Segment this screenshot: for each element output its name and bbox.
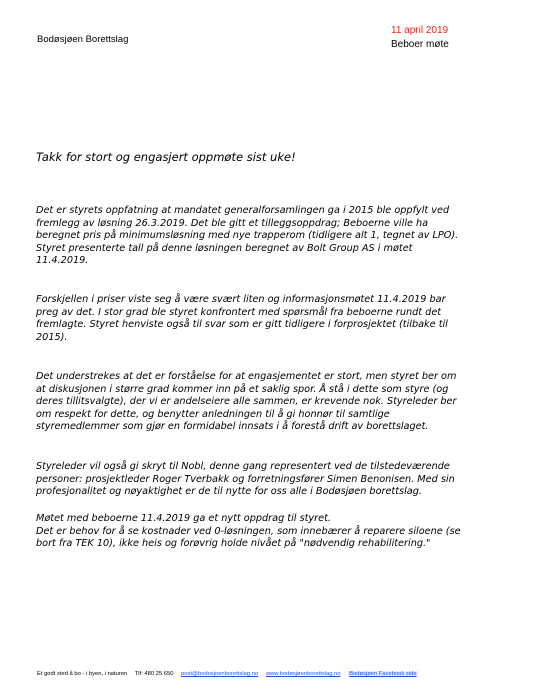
text-line: bort fra TEK 10), ikke heis og forøvrig holde nivået på "nødvendig rehabilitering." [36,538,431,549]
paragraph-price-difference [36,294,506,344]
paragraph-engagement [36,371,506,434]
text-line: at diskusjonen i større grad kommer inn på et saklig spor. Å stå i dette som styre (og [36,383,449,395]
paragraph-praise [36,461,506,499]
footer-phone: Tlf: 480 25 650 [134,671,174,677]
text-line: om respekt for dette, og benytter anledningen til å gi honnør til samtlige [36,408,390,420]
document-title: Takk for stort og engasjert oppmøte sist uke! [36,150,296,164]
text-line: fremlagte. Styret henviste også til svar som er gitt tidligere i forprosjektet (tilbake til [36,319,448,330]
meeting-date: 11 april 2019 [391,25,449,36]
paragraph-new-assignment [36,513,506,551]
organization-name: Bodøsjøen Borettslag [37,34,129,45]
text-line: Det er styrets oppfatning at mandatet generalforsamlingen ga i 2015 ble oppfylt ved [36,205,450,216]
text-line: personer: prosjektleder Roger Tverbakk og forretningsfører Simen Benonisen. Med sin [36,473,455,485]
paragraph-mandate [36,205,506,268]
footer-slogan: Et godt sted å bo - i byen, i naturen [37,671,128,677]
text-line: Det understrekes at det er forståelse for at engasjementet er stort, men styret ber om [36,371,457,382]
text-line: beregnet pris på minimumsløsning med nye trapperom (tidligere alt 1, tegnet av LPO). [36,230,459,241]
text-line: Møtet med beboerne 11.4.2019 ga et nytt oppdrag til styret. [36,513,331,524]
text-line: Det er behov for å se kostnader ved 0-løsningen, som innebærer å reparere siloene (se [36,525,461,537]
text-line: profesjonalitet og nøyaktighet er de til nytte for oss alle i Bodøsjøen borettslag. [36,486,422,497]
text-line: Styreleder vil også gi skryt til Nobl, denne gang representert ved de tilstedeværende [36,461,450,472]
text-line: styremedlemmer som gjør en formidabel innsats i å forestå drift av borettslaget. [36,421,429,432]
text-line: 11.4.2019. [36,255,89,266]
text-line: preg av det. I stor grad ble styret konfrontert med spørsmål fra beboerne rundt det [36,306,442,318]
document-type: Beboer møte [391,39,449,50]
text-line: Forskjellen i priser viste seg å være svært liten og informasjonsmøtet 11.4.2019 bar [36,294,446,305]
text-line: 2015). [36,331,68,343]
page-footer [37,671,418,677]
footer-website-link[interactable]: www.bodøsjøenborettslag.no [265,671,341,677]
document-header-info [391,24,449,52]
text-line: deres tillitsvalgte), der vi er andelseiere alle sammen, er krevende nok. Styreleder ber [36,396,457,407]
footer-email-link[interactable]: post@bodosjoenborettslag.no [181,671,259,677]
footer-facebook-link[interactable]: Bodøsjøen Facebook side [349,671,417,677]
text-line: fremlegg av løsning 26.3.2019. Det ble gitt et tilleggsoppdrag; Beboerne ville ha [36,217,429,229]
text-line: Styret presenterte tall på denne løsningen beregnet av Bolt Group AS i møtet [36,242,413,254]
